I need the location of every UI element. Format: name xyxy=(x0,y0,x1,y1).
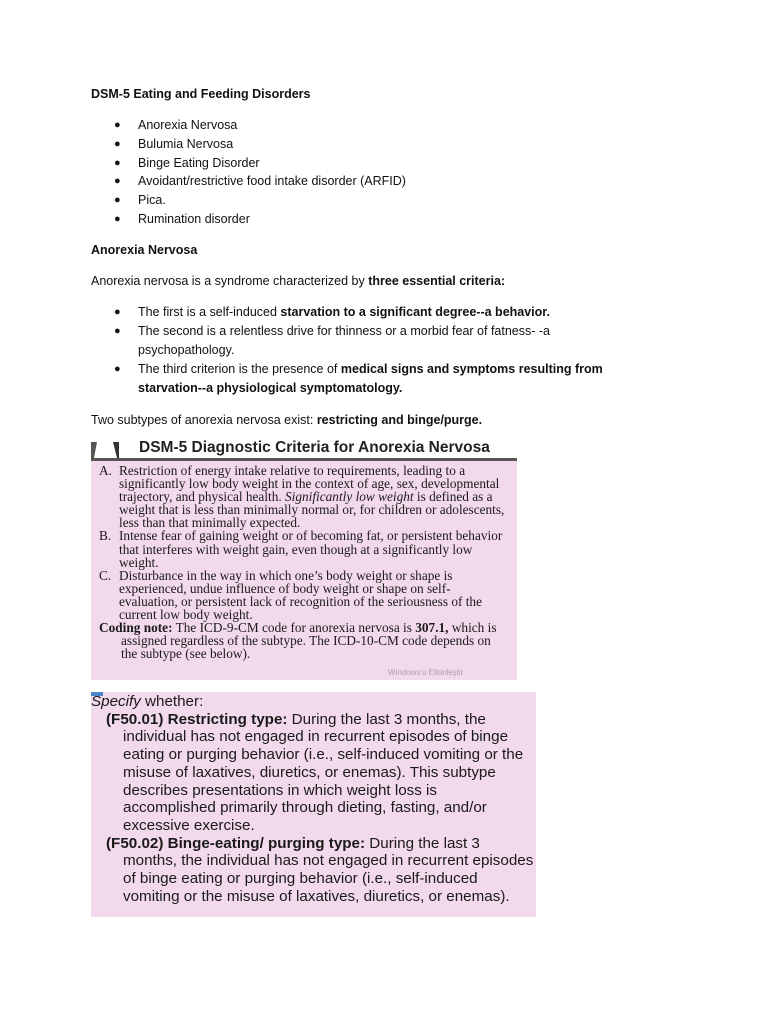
criteria-title: DSM-5 Diagnostic Criteria for Anorexia Nervosa xyxy=(139,439,490,456)
subtypes-paragraph: Two subtypes of anorexia nervosa exist: restricting and binge/purge. xyxy=(91,413,483,427)
title-divider xyxy=(91,458,517,461)
bullet-icon: ● xyxy=(114,157,121,169)
bullet-icon: ● xyxy=(114,138,121,150)
bullet-icon: ● xyxy=(114,363,121,375)
bullet-icon: ● xyxy=(114,175,121,187)
coding-note: Coding note: The ICD-9-CM code for anorexia nervosa is 307.1, which is assigned regardless of the subtype. The ICD-10-CM code depends on the subtype (see below). xyxy=(99,620,497,662)
section-title: Anorexia Nervosa xyxy=(91,243,198,257)
criteria-item: B. Intense fear of gaining weight or of becoming fat, or persistent behavior that interferes with weight gain, even though at a significantly low weight. xyxy=(99,528,503,570)
binge-purging-type: (F50.02) Binge-eating/ purging type: During the last 3 months, the individual has not engaged in recurrent episodes of binge eating or purging behavior (i.e., self-induced vomiting or the misuse of laxatives, diuretics, or enemas). xyxy=(106,834,534,905)
bullet-icon: ● xyxy=(114,119,121,131)
criteria-item: C. Disturbance in the way in which one’s body weight or shape is experienced, undue influence of body weight or shape on self-evaluation, or persistent lack of recognition of the seriousness of the current low body weight. xyxy=(99,567,482,623)
bullet-icon: ● xyxy=(114,306,121,318)
subtype-specifier-image xyxy=(91,692,536,917)
diagnostic-criteria-image xyxy=(91,438,517,680)
watermark: Windows'u Etkinleştir xyxy=(388,668,464,677)
criteria-item: A. Restriction of energy intake relative to requirements, leading to a significantly low body weight in the context of age, sex, developmental trajectory, and physical health. Significantly low weight is defined as a weight that is less than minimally normal or, for children or adolescents, less than that minimally expected. xyxy=(99,463,505,531)
restricting-type: (F50.01) Restricting type: During the last 3 months, the individual has not engaged in recurrent episodes of binge eating or purging behavior (i.e., self-induced vomiting or the misuse of laxatives, diuretics, or enemas). This subtype describes presentations in which weight loss is accomplished primarily through dieting, fasting, and/or excessive exercise. xyxy=(106,710,524,834)
specifier-body xyxy=(91,693,534,905)
intro-paragraph: Anorexia nervosa is a syndrome characterized by three essential criteria: xyxy=(91,274,506,288)
corner-tab-icon xyxy=(91,440,119,458)
bullet-icon: ● xyxy=(114,325,121,337)
bullet-icon: ● xyxy=(114,213,121,225)
page-title: DSM-5 Eating and Feeding Disorders xyxy=(91,87,311,101)
specify-heading: Specify whether: xyxy=(91,693,204,710)
bullet-icon: ● xyxy=(114,194,121,206)
criteria-body xyxy=(97,464,507,660)
